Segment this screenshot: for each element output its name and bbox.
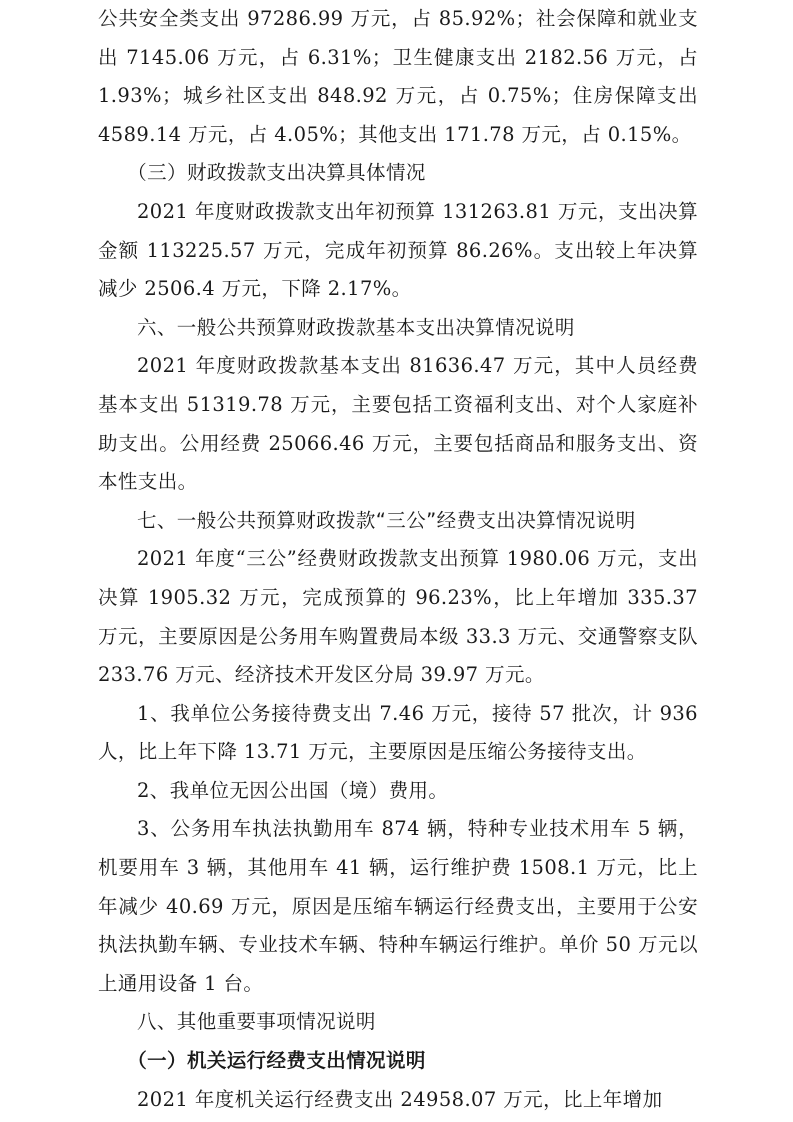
paragraph-fiscal-appropriation-2021: 2021 年度财政拨款支出年初预算 131263.81 万元，支出决算金额 113225.57 万元，完成年初预算 86.26%。支出较上年决算减少 2506.4 万元，下降 2.17%。 (98, 199, 698, 301)
section-heading-7: 七、一般公共预算财政拨款“三公”经费支出决算情况说明 (137, 508, 636, 532)
subheading-fiscal-appropriation-details: （三）财政拨款支出决算具体情况 (127, 161, 426, 185)
list-item-overseas-travel: 2、我单位无因公出国（境）费用。 (137, 778, 449, 802)
paragraph-agency-operating-expenses: 2021 年度机关运行经费支出 24958.07 万元，比上年增加 (137, 1087, 663, 1111)
paragraph-expenditure-breakdown: 公共安全类支出 97286.99 万元，占 85.92%；社会保障和就业支出 7145.06 万元，占 6.31%；卫生健康支出 2182.56 万元，占 1.93%；城乡社区支出 848.92 万元，占 0.75%；住房保障支出 4589.14 万元，占 4.05%；其他支出 171.78 万元，占 0.15%。 (98, 7, 698, 146)
list-item-official-vehicles: 3、公务用车执法执勤用车 874 辆，特种专业技术用车 5 辆，机要用车 3 辆，其他用车 41 辆，运行维护费 1508.1 万元，比上年减少 40.69 万元，原因是压缩车辆运行经费支出，主要用于公安执法执勤车辆、专业技术车辆、特种车辆运行维护。单价 50 万元以上通用设备 1 台。 (98, 817, 698, 995)
paragraph-three-public-expenses: 2021 年度“三公”经费财政拨款支出预算 1980.06 万元，支出决算 1905.32 万元，完成预算的 96.23%，比上年增加 335.37 万元，主要原因是公务用车购置费局本级 33.3 万元、交通警察支队 233.76 万元、经济技术开发区分局 39.97 万元。 (98, 547, 698, 687)
paragraph-basic-expenditure: 2021 年度财政拨款基本支出 81636.47 万元，其中人员经费基本支出 51319.78 万元，主要包括工资福利支出、对个人家庭补助支出。公用经费 25066.46 万元，主要包括商品和服务支出、资本性支出。 (98, 354, 698, 494)
section-heading-8: 八、其他重要事项情况说明 (137, 1010, 376, 1034)
list-item-reception-expenses: 1、我单位公务接待费支出 7.46 万元，接待 57 批次，计 936 人，比上年下降 13.71 万元，主要原因是压缩公务接待支出。 (98, 701, 698, 764)
document-page (98, 0, 698, 1122)
section-heading-6: 六、一般公共预算财政拨款基本支出决算情况说明 (137, 315, 575, 339)
subheading-agency-operating-expenses: （一）机关运行经费支出情况说明 (127, 1049, 426, 1073)
